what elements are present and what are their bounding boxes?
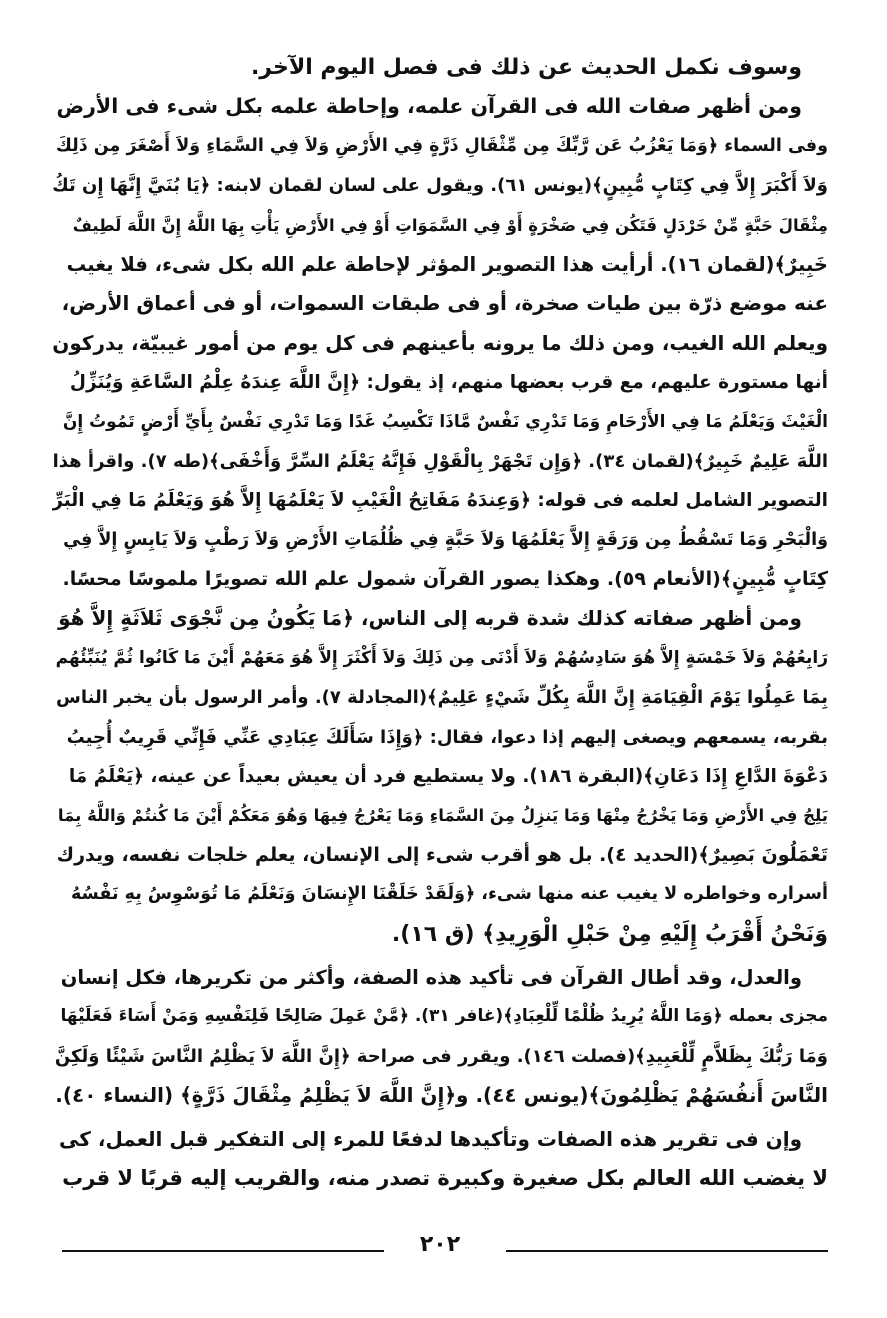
text-line: ويعلم الله الغيب، ومن ذلك ما يرونه بأعينهم فى كل يوم من أمور غيبيّة، يدركون (52, 330, 828, 355)
text-line: لا يغضب الله العالم بكل صغيرة وكبيرة تصدر منه، والقريب إليه قربًا لا قرب (62, 1165, 828, 1190)
text-line: النَّاسَ أَنفُسَهُمْ يَظْلِمُونَ﴾(يونس ٤٤). و﴿إِنَّ اللَّهَ لاَ يَظْلِمُ مِثْقَالَ ذَرَّةٍ﴾ (النساء ٤٠). (55, 1083, 828, 1108)
text-line: رَابِعُهُمْ وَلاَ خَمْسَةٍ إِلاَّ هُوَ سَادِسُهُمْ وَلاَ أَدْنَى مِن ذَلِكَ وَلاَ أَكْثَرَ إِلاَّ هُوَ مَعَهُمْ أَيْنَ مَا كَانُوا ثُمَّ يُنَبِّئُهُم (55, 647, 828, 668)
text-line: وإن فى تقرير هذه الصفات وتأكيدها لدفعًا للمرء إلى التفكير قبل العمل، كى (59, 1126, 802, 1151)
text-line: بِمَا عَمِلُوا يَوْمَ الْقِيَامَةِ إِنَّ اللَّهَ بِكُلِّ شَيْءٍ عَلِيمٌ﴾(المجادلة ٧). وأمر الرسول بأن يخبر الناس (56, 687, 828, 709)
page-number: ٢٠٢ (419, 1232, 461, 1257)
text-line: وسوف نكمل الحديث عن ذلك فى فصل اليوم الآخر. (250, 55, 802, 80)
text-line: دَعْوَةَ الدَّاعِ إِذَا دَعَانِ﴾(البقرة ١٨٦). ولا يستطيع فرد أن يعيش بعيداً عن عينه، ﴿يَعْلَمُ مَا (68, 766, 828, 788)
text-line: تَعْمَلُونَ بَصِيرٌ﴾(الحديد ٤). بل هو أقرب شىء إلى الإنسان، يعلم خلجات نفسه، ويدرك (56, 843, 828, 866)
text-line: الْغَيْثَ وَيَعْلَمُ مَا فِي الأَرْحَامِ وَمَا تَدْرِي نَفْسٌ مَّاذَا تَكْسِبُ غَدًا وَمَا تَدْرِي نَفْسٌ بِأَيِّ أَرْضٍ تَمُوتُ إِنَّ (62, 411, 828, 432)
text-line: عنه موضع ذرّة بين طيات صخرة، أو فى طبقات السموات، أو فى أعماق الأرض، (61, 291, 828, 316)
text-line: وفى السماء ﴿وَمَا يَعْزُبُ عَن رَّبِّكَ مِن مِّثْقَالِ ذَرَّةٍ فِي الأَرْضِ وَلاَ فِي السَّمَاءِ وَلاَ أَصْغَرَ مِن ذَلِكَ (55, 135, 828, 156)
text-line: مِثْقَالَ حَبَّةٍ مِّنْ خَرْدَلٍ فَتَكُن فِي صَخْرَةٍ أَوْ فِي السَّمَوَاتِ أَوْ فِي الأَرْضِ يَأْتِ بِهَا اللَّهُ إِنَّ اللَّهَ لَطِيفٌ (72, 215, 828, 235)
text-line: والعدل، وقد أطال القرآن فى تأكيد هذه الصفة، وأكثر من تكريرها، فكل إنسان (60, 965, 802, 989)
text-line: اللَّهَ عَلِيمٌ خَبِيرٌ﴾(لقمان ٣٤). ﴿وَإِن تَجْهَرْ بِالْقَوْلِ فَإِنَّهُ يَعْلَمُ السِّرَّ وَأَخْفَى﴾(طه ٧). واقرأ هذا (52, 450, 828, 472)
text-line: يَلِجُ فِي الأَرْضِ وَمَا يَخْرُجُ مِنْهَا وَمَا يَنزِلُ مِنَ السَّمَاءِ وَمَا يَعْرُجُ فِيهَا وَهُوَ مَعَكُمْ أَيْنَ مَا كُنتُمْ وَاللَّهُ بِمَا (57, 806, 828, 826)
text-line: مجزى بعمله ﴿وَمَا اللَّهُ يُرِيدُ ظُلْمًا لِّلْعِبَادِ﴾(غافر ٣١). ﴿مَّنْ عَمِلَ صَالِحًا فَلِنَفْسِهِ وَمَنْ أَسَاءَ فَعَلَيْهَا (60, 1006, 828, 1027)
text-line: التصوير الشامل لعلمه فى قوله: ﴿وَعِندَهُ مَفَاتِحُ الْغَيْبِ لاَ يَعْلَمُهَا إِلاَّ هُوَ وَيَعْلَمُ مَا فِي الْبَرِّ (52, 490, 828, 512)
text-line: وَمَا رَبُّكَ بِظَلاَّمٍ لِّلْعَبِيدِ﴾(فصلت ١٤٦). ويقرر فى صراحة ﴿إِنَّ اللَّهَ لاَ يَظْلِمُ النَّاسَ شَيْئًا وَلَكِنَّ (54, 1045, 828, 1067)
text-line: وَلاَ أَكْبَرَ إِلاَّ فِي كِتَابٍ مُّبِينٍ﴾(يونس ٦١). ويقول على لسان لقمان لابنه: ﴿يَا بُنَيَّ إِنَّهَا إِن تَكُ (52, 175, 828, 197)
footer-rule-right (506, 1250, 828, 1252)
text-line: ومن أظهر صفاته كذلك شدة قربه إلى الناس، ﴿مَا يَكُونُ مِن نَّجْوَى ثَلاَثَةٍ إِلاَّ هُوَ (58, 606, 802, 631)
page-body (52, 48, 828, 1198)
text-line: بقربه، يسمعهم ويصغى إليهم إذا دعوا، فقال: ﴿وَإِذَا سَأَلَكَ عِبَادِي عَنِّي فَإِنِّي قَرِيبٌ أُجِيبُ (66, 726, 828, 748)
text-line: وَالْبَحْرِ وَمَا تَسْقُطُ مِن وَرَقَةٍ إِلاَّ يَعْلَمُهَا وَلاَ حَبَّةٍ فِي ظُلُمَاتِ الأَرْضِ وَلاَ رَطْبٍ وَلاَ يَابِسٍ إِلاَّ فِي (63, 529, 828, 550)
text-line: كِتَابٍ مُّبِينٍ﴾(الأنعام ٥٩). وهكذا يصور القرآن شمول علم الله تصويرًا ملموسًا محسًا. (62, 568, 828, 591)
text-line: ومن أظهر صفات الله فى القرآن علمه، وإحاطة علمه بكل شىء فى الأرض (56, 94, 802, 119)
text-line: أنها مستورة عليهم، مع قرب بعضها منهم، إذ يقول: ﴿إِنَّ اللَّهَ عِندَهُ عِلْمُ السَّاعَةِ وَيُنَزِّلُ (69, 372, 828, 394)
text-line: وَنَحْنُ أَقْرَبُ إِلَيْهِ مِنْ حَبْلِ الْوَرِيدِ﴾ (ق ١٦). (391, 921, 828, 947)
text-line: أسراره وخواطره لا يغيب عنه منها شىء، ﴿وَلَقَدْ خَلَقْنَا الإِنسَانَ وَنَعْلَمُ مَا تُوَسْوِسُ بِهِ نَفْسُهُ (70, 884, 828, 905)
page-footer (52, 1226, 828, 1266)
text-line: خَبِيرٌ﴾(لقمان ١٦). أرأيت هذا التصوير المؤثر لإحاطة علم الله بكل شىء، فلا يغيب (66, 252, 828, 276)
